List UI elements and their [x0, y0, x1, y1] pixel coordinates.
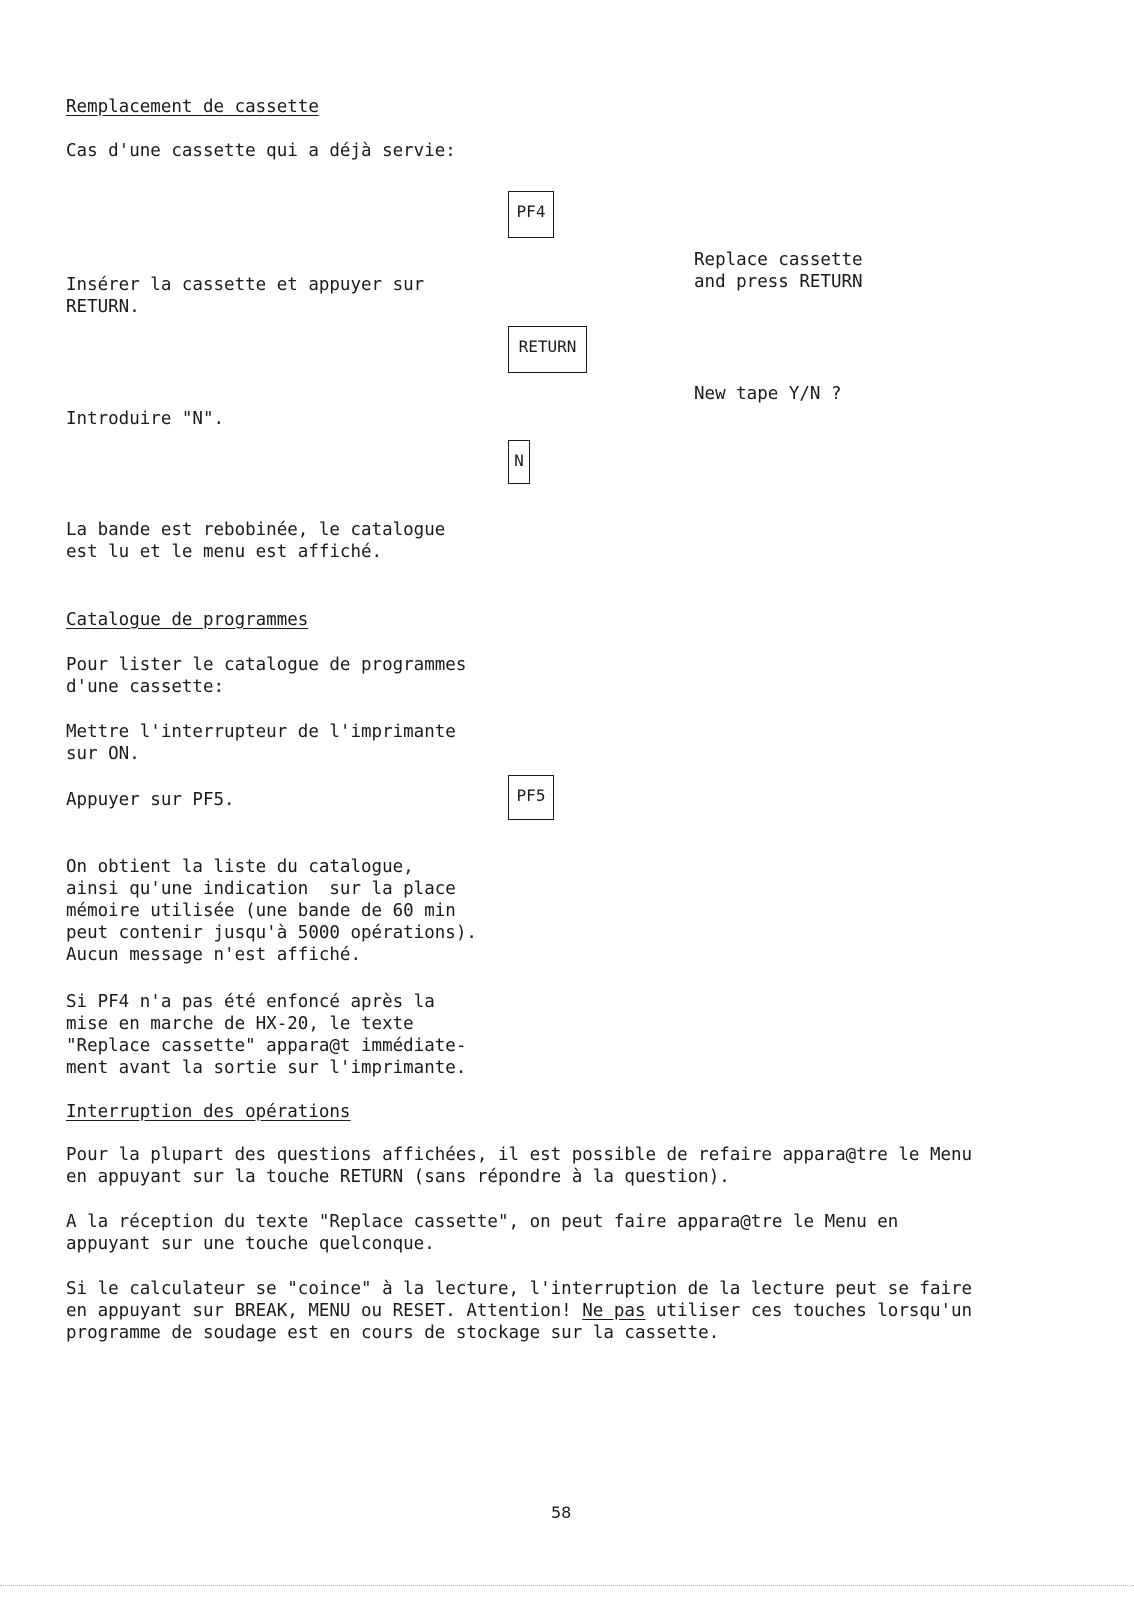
key-pf5: PF5 [508, 775, 554, 820]
key-n: N [508, 440, 530, 484]
replacement-intro: Cas d'une cassette qui a déjà servie: [66, 141, 456, 161]
step-press-pf5: Appuyer sur PF5. [66, 790, 235, 810]
para3-line2-after: utiliser ces touches lorsqu'un [645, 1301, 973, 1321]
para3-line3: programme de soudage est en cours de stockage sur la cassette. [66, 1323, 720, 1343]
interruption-para-2: A la réception du texte "Replace cassette", on peut faire appara@tre le Menu en appuyant sur une touche quelconque. [66, 1212, 899, 1254]
scan-artifact-line [0, 1585, 1134, 1586]
step-printer-on: Mettre l'interrupteur de l'imprimante sur ON. [66, 722, 456, 764]
para3-line2-before: en appuyant sur BREAK, MENU ou RESET. Attention! [66, 1301, 583, 1321]
display-replace-cassette: Replace cassette and press RETURN [694, 250, 863, 292]
step-insert-cassette: Insérer la cassette et appuyer sur RETURN. [66, 275, 425, 317]
heading-replacement: Remplacement de cassette [66, 97, 319, 117]
key-return: RETURN [508, 326, 587, 373]
catalogue-note: Si PF4 n'a pas été enfoncé après la mise en marche de HX-20, le texte "Replace cassette" appara@t immédiate- ment avant la sortie sur l'imprimante. [66, 992, 467, 1078]
para3-line1: Si le calculateur se "coince" à la lecture, l'interruption de la lecture peut se faire [66, 1279, 973, 1299]
catalogue-result: On obtient la liste du catalogue, ainsi qu'une indication sur la place mémoire utilisée (une bande de 60 min peut contenir jusqu'à 5000 opérations). Aucun message n'est affiché. [66, 857, 477, 965]
page-number: 58 [551, 1503, 572, 1522]
replacement-result: La bande est rebobinée, le catalogue est lu et le menu est affiché. [66, 520, 446, 562]
heading-catalogue: Catalogue de programmes [66, 610, 309, 630]
interruption-para-3 [66, 1278, 972, 1344]
display-new-tape: New tape Y/N ? [694, 384, 842, 404]
para3-emphasis-ne-pas: Ne pas [582, 1301, 646, 1321]
interruption-para-1: Pour la plupart des questions affichées, il est possible de refaire appara@tre le Menu en appuyant sur la touche RETURN (sans répondre à la question). [66, 1145, 973, 1187]
heading-interruption: Interruption des opérations [66, 1102, 351, 1122]
key-pf4: PF4 [508, 191, 554, 238]
step-enter-n: Introduire "N". [66, 409, 225, 429]
catalogue-intro: Pour lister le catalogue de programmes d'une cassette: [66, 655, 467, 697]
